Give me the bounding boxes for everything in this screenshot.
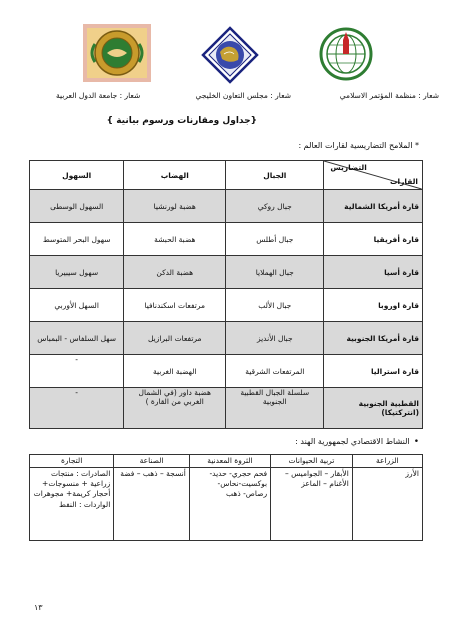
india-economy-note-text: النشاط الاقتصادي لجمهورية الهند : — [295, 437, 410, 446]
header-agriculture: الزراعة — [352, 455, 422, 468]
plateaus-cell: هضبة لورنشيا — [124, 190, 226, 223]
gcc-caption: شعار : مجلس التعاون الخليجي — [195, 91, 291, 100]
continent-cell: قارة أمريكا الجنوبية — [324, 322, 423, 355]
mountains-cell: جبال أطلس — [226, 223, 324, 256]
section-title: {جداول ومقارنات ورسوم بيانية } — [106, 116, 257, 126]
header-trade: التجارة — [30, 455, 114, 468]
plains-cell: - — [30, 355, 124, 388]
corner-header-cell — [324, 161, 423, 190]
plateaus-cell: مرتفعات البرازيل — [124, 322, 226, 355]
table-row — [30, 355, 423, 388]
mountains-cell: جبال روكي — [226, 190, 324, 223]
plateaus-cell: الهضبة الغربية — [124, 355, 226, 388]
continent-cell: قارة أسيا — [324, 256, 423, 289]
mountains-cell: جبال الأنديز — [226, 322, 324, 355]
gcc-logo — [200, 26, 260, 84]
oic-logo — [318, 26, 374, 84]
header-plateaus: الهضاب — [124, 161, 226, 190]
mountains-cell: سلسلة الجبال القطبية الجنوبية — [226, 388, 324, 429]
continents-relief-table — [29, 160, 423, 429]
arab-league-logo — [83, 24, 151, 82]
continent-cell: قارة استراليا — [324, 355, 423, 388]
bullet-icon: • — [413, 437, 419, 447]
livestock-cell: الأبقار – الجواميس – الأغنام – الماعز — [271, 468, 353, 541]
industry-cell: أنسجة – ذهب – فضة — [114, 468, 190, 541]
plains-cell: سهل السلفاس - البمباس — [30, 322, 124, 355]
trade-cell: الصادرات : منتجات زراعية + منسوجات+ أحجار كريمة+ مجوهرات الواردات : النفط — [30, 468, 114, 541]
header-mountains: الجبال — [226, 161, 324, 190]
plains-cell: سهول سيبيريا — [30, 256, 124, 289]
plateaus-cell: هضبة الحبشة — [124, 223, 226, 256]
plains-cell: السهول الوسطى — [30, 190, 124, 223]
india-economy-table — [29, 454, 423, 541]
table-row — [30, 388, 423, 429]
continent-cell: قارة أفريقيا — [324, 223, 423, 256]
plateaus-cell: هضبة الدكن — [124, 256, 226, 289]
header-mineral-wealth: الثروة المعدنية — [189, 455, 270, 468]
table-header-row — [30, 161, 423, 190]
plains-cell: - — [30, 388, 124, 429]
table-header-row — [30, 455, 423, 468]
table-row — [30, 468, 423, 541]
header-industry: الصناعة — [114, 455, 190, 468]
header-plains: السهول — [30, 161, 124, 190]
corner-bottom-label: القارات — [389, 177, 418, 186]
plateaus-cell: مرتفعات اسكندنافيا — [124, 289, 226, 322]
continent-cell: قارة اوروبا — [324, 289, 423, 322]
arab-league-caption: شعار : جامعة الدول العربية — [56, 91, 141, 100]
table-row — [30, 223, 423, 256]
mountains-cell: المرتفعات الشرقية — [226, 355, 324, 388]
table-row — [30, 322, 423, 355]
continent-cell: قارة أمريكا الشمالية — [324, 190, 423, 223]
agriculture-cell: الأرز — [352, 468, 422, 541]
continent-cell: القطبية الجنوبية (انتركتيكا) — [324, 388, 423, 429]
mountains-cell: جبال الهملايا — [226, 256, 324, 289]
oic-caption: شعار : منظمة المؤتمر الاسلامي — [339, 91, 439, 100]
header-livestock: تربية الحيوانات — [271, 455, 353, 468]
table-row — [30, 190, 423, 223]
continents-note: * الملامح التضاريسية لقارات العالم : — [298, 141, 419, 150]
corner-top-label: التضاريس — [330, 163, 367, 172]
india-economy-note — [295, 437, 419, 447]
plains-cell: سهول البحر المتوسط — [30, 223, 124, 256]
plains-cell: السهل الأوربي — [30, 289, 124, 322]
plateaus-cell: هضبة داور (في الشمال الغربي من القارة ) — [124, 388, 226, 429]
mountains-cell: جبال الألب — [226, 289, 324, 322]
table-row — [30, 256, 423, 289]
page-number: ١٣ — [34, 603, 43, 612]
mineral-wealth-cell: فحم حجري- حديد- بوكسيت-نحاس- رصاص- ذهب — [189, 468, 270, 541]
table-row — [30, 289, 423, 322]
